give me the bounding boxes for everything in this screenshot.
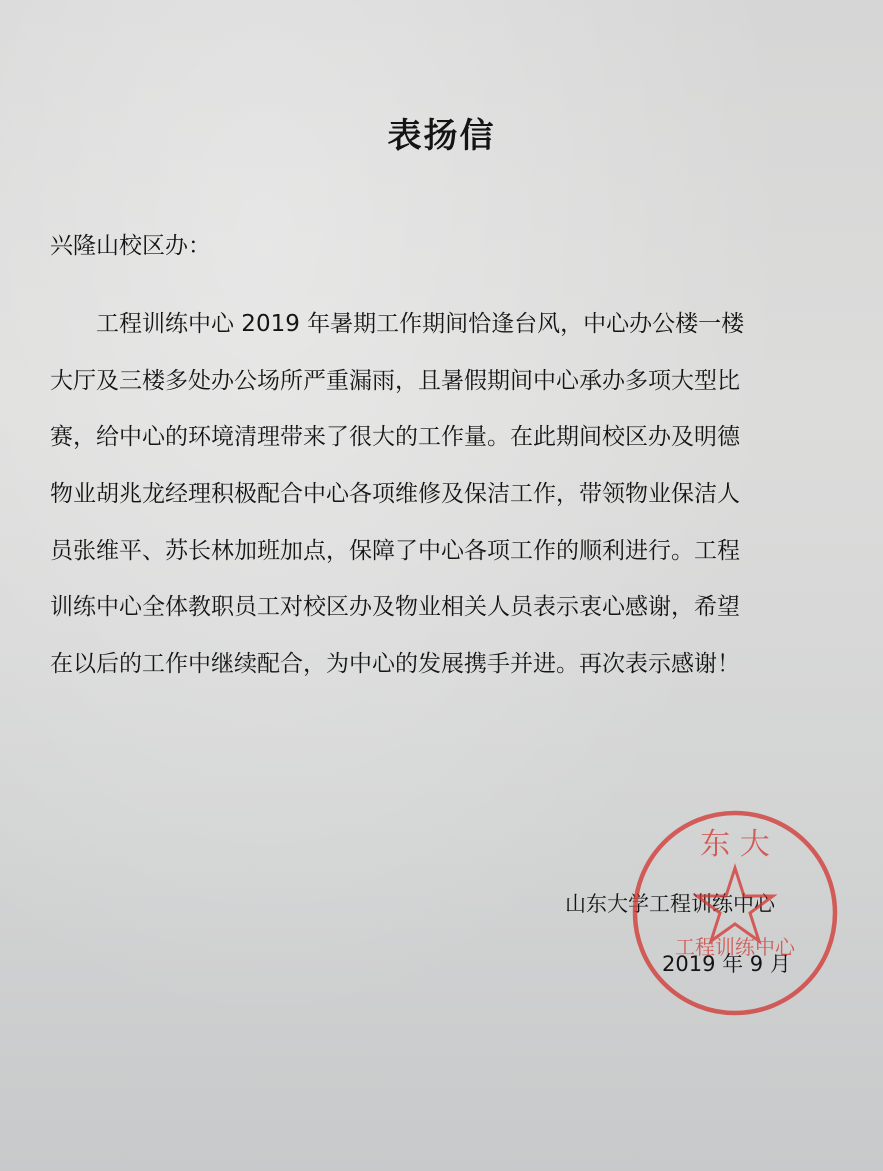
body-line: 训练中心全体教职员工对校区办及物业相关人员表示衷心感谢，希望 [50,594,740,621]
official-seal [628,806,842,1020]
signature-organization: 山东大学工程训练中心 [565,892,775,916]
body-line: 员张维平、苏长林加班加点，保障了中心各项工作的顺利进行。工程 [50,537,740,564]
body-line: 物业胡兆龙经理积极配合中心各项维修及保洁工作，带领物业保洁人 [50,481,740,508]
body-line: 大厅及三楼多处办公场所严重漏雨，且暑假期间中心承办多项大型比 [50,367,740,394]
signature-date: 2019 年 9 月 [662,952,791,976]
body-line: 赛，给中心的环境清理带来了很大的工作量。在此期间校区办及明德 [50,424,740,451]
letter-title: 表扬信 [387,116,496,156]
body-line: 工程训练中心 2019 年暑期工作期间恰逢台风，中心办公楼一楼 [96,311,745,337]
salutation: 兴隆山校区办： [50,233,211,259]
seal-star-icon [697,868,773,941]
seal-bottom-text: 工程训练中心 [675,935,795,959]
body-line: 在以后的工作中继续配合，为中心的发展携手并进。再次表示感谢！ [50,651,740,678]
seal-top-text: 东 大 [700,827,770,862]
letter-body [50,296,744,693]
